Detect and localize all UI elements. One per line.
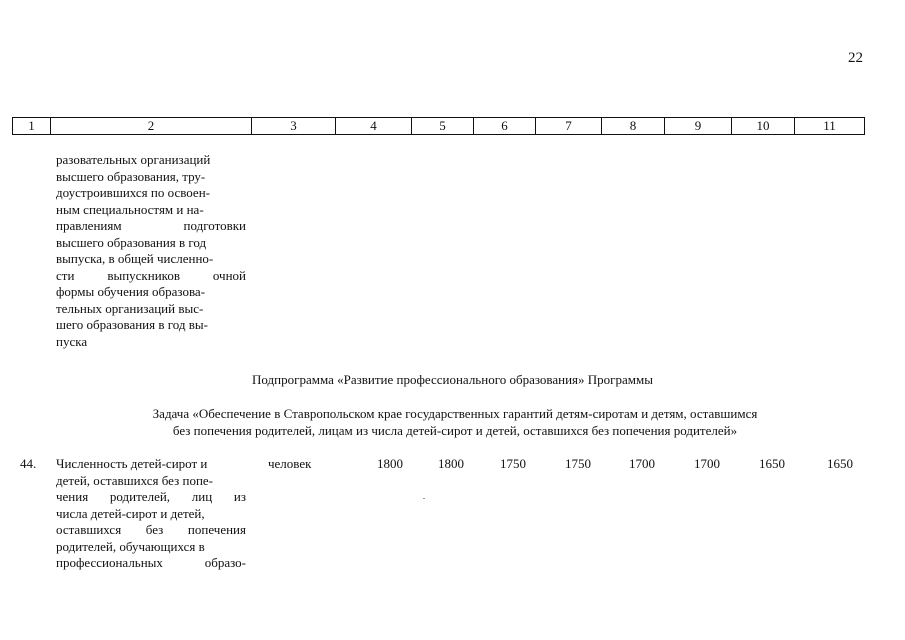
value-cell: 1650 xyxy=(759,456,785,471)
text-line: формы обучения образова- xyxy=(56,284,206,299)
text-line: чения родителей, лиц из xyxy=(56,489,246,504)
text-line: шего образования в год вы- xyxy=(56,317,208,332)
column-header-5: 5 xyxy=(412,118,474,135)
value-cell: 1800 xyxy=(438,456,464,471)
task-line: без попечения родителей, лицам из числа детей-сирот и детей, оставшихся без попечения родителей» xyxy=(172,423,738,438)
text-line: тельных организаций выс- xyxy=(56,300,204,316)
text-line: доустроившихся по освоен- xyxy=(56,185,210,200)
text-line: Численность детей-сирот и xyxy=(56,456,208,471)
text-line: оставшихся без попечения xyxy=(56,522,246,537)
text-line: ным специальностям и на- xyxy=(56,201,204,217)
row-number: 44. xyxy=(20,456,37,471)
task-line: Задача «Обеспечение в Ставропольском крае государственных гарантий детям-сиротам и детям, оставшимся xyxy=(152,406,758,421)
text-line: пуска xyxy=(56,333,88,349)
continued-indicator-text xyxy=(56,152,246,350)
page-number: 22 xyxy=(848,50,863,66)
text-line: детей, оставшихся без попе- xyxy=(56,472,213,488)
scan-speck xyxy=(423,498,425,499)
task-heading xyxy=(60,405,850,439)
text-line: числа детей-сирот и детей, xyxy=(56,505,205,521)
unit-of-measure: человек xyxy=(268,456,312,471)
column-header-8: 8 xyxy=(602,118,665,135)
column-header-4: 4 xyxy=(336,118,412,135)
text-line: правлениям подготовки xyxy=(56,218,246,233)
value-cell: 1650 xyxy=(827,456,853,471)
column-header-10: 10 xyxy=(732,118,795,135)
text-line: выпуска, в общей численно- xyxy=(56,251,214,266)
text-line: разовательных организаций xyxy=(56,152,211,167)
value-cell: 1750 xyxy=(565,456,591,471)
column-header-6: 6 xyxy=(474,118,536,135)
value-cell: 1700 xyxy=(694,456,720,471)
text-line: родителей, обучающихся в xyxy=(56,538,205,554)
column-header-3: 3 xyxy=(252,118,336,135)
text-line: профессиональных образо- xyxy=(56,555,246,570)
text-line: сти выпускников очной xyxy=(56,267,246,283)
column-header-11: 11 xyxy=(795,118,865,135)
value-cell: 1800 xyxy=(377,456,403,471)
value-cell: 1700 xyxy=(629,456,655,471)
indicator-text xyxy=(56,456,246,572)
column-header-7: 7 xyxy=(536,118,602,135)
column-header-1: 1 xyxy=(13,118,51,135)
value-cell: 1750 xyxy=(500,456,526,471)
column-header-2: 2 xyxy=(51,118,252,135)
subprogram-title: Подпрограмма «Развитие профессионального образования» Программы xyxy=(252,372,653,387)
text-line: высшего образования, тру- xyxy=(56,168,206,184)
column-header-9: 9 xyxy=(665,118,732,135)
column-header-table xyxy=(12,117,865,135)
text-line: высшего образования в год xyxy=(56,234,207,250)
